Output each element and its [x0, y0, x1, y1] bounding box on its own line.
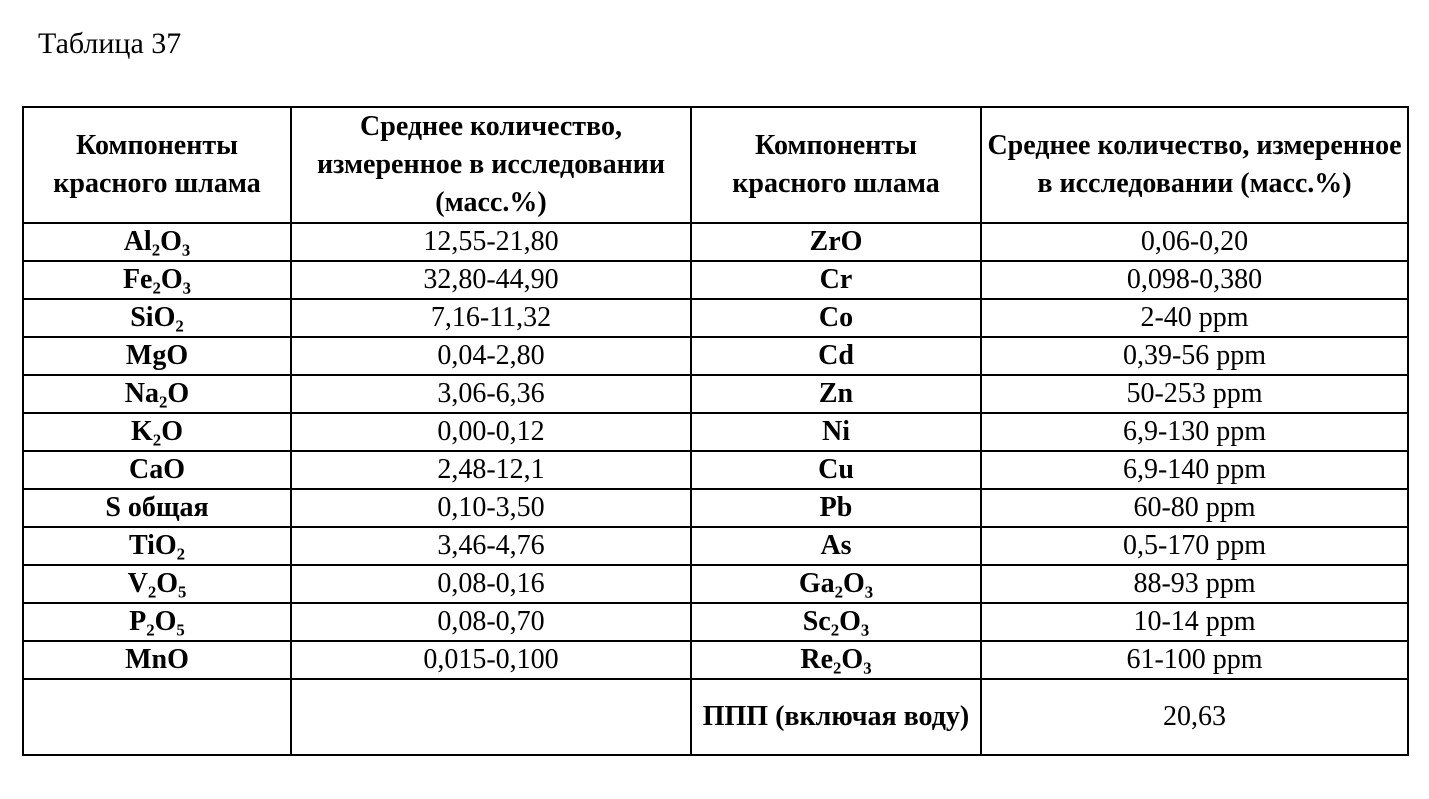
amount-right-cell: 6,9-130 ppm: [981, 413, 1408, 451]
amount-right-cell: 0,06-0,20: [981, 223, 1408, 261]
amount-left-cell: 0,08-0,16: [291, 565, 691, 603]
amount-right-cell: 60-80 ppm: [981, 489, 1408, 527]
header-components-right: Компоненты красного шлама: [691, 107, 981, 223]
table-row: [23, 679, 1408, 755]
amount-left-cell: 0,00-0,12: [291, 413, 691, 451]
amount-left-cell: 0,10-3,50: [291, 489, 691, 527]
amount-right-cell: 0,098-0,380: [981, 261, 1408, 299]
table-body: [23, 223, 1408, 755]
component-right-cell: Cu: [691, 451, 981, 489]
table-row: [23, 565, 1408, 603]
header-amount-left: Среднее количество, измеренное в исследовании (масс.%): [291, 107, 691, 223]
component-right-cell: Ga₂O₃: [691, 565, 981, 603]
component-left-cell: P₂O₅: [23, 603, 291, 641]
table-row: [23, 451, 1408, 489]
component-right-cell: As: [691, 527, 981, 565]
component-left-cell: MnO: [23, 641, 291, 679]
table-row: [23, 489, 1408, 527]
component-right-cell: Co: [691, 299, 981, 337]
component-left-cell: S общая: [23, 489, 291, 527]
header-amount-right: Среднее количество, измеренное в исследовании (масс.%): [981, 107, 1408, 223]
component-left-cell: V₂O₅: [23, 565, 291, 603]
table-row: [23, 299, 1408, 337]
table-row: [23, 527, 1408, 565]
table-row: [23, 223, 1408, 261]
component-right-cell: Zn: [691, 375, 981, 413]
amount-left-cell: 0,08-0,70: [291, 603, 691, 641]
table-row: [23, 337, 1408, 375]
component-left-cell: [23, 679, 291, 755]
amount-right-cell: 50-253 ppm: [981, 375, 1408, 413]
amount-right-cell: 61-100 ppm: [981, 641, 1408, 679]
component-right-cell: ZrO: [691, 223, 981, 261]
header-row: [23, 107, 1408, 223]
amount-right-cell: 6,9-140 ppm: [981, 451, 1408, 489]
amount-left-cell: 3,46-4,76: [291, 527, 691, 565]
amount-left-cell: 0,015-0,100: [291, 641, 691, 679]
header-components-left: Компоненты красного шлама: [23, 107, 291, 223]
component-right-cell: Ni: [691, 413, 981, 451]
amount-right-cell: 20,63: [981, 679, 1408, 755]
component-right-cell: Cd: [691, 337, 981, 375]
amount-right-cell: 10-14 ppm: [981, 603, 1408, 641]
component-left-cell: Fe₂O₃: [23, 261, 291, 299]
amount-left-cell: [291, 679, 691, 755]
component-right-cell: ППП (включая воду): [691, 679, 981, 755]
table-row: [23, 641, 1408, 679]
red-mud-composition-table: [22, 106, 1409, 756]
amount-right-cell: 0,39-56 ppm: [981, 337, 1408, 375]
amount-right-cell: 88-93 ppm: [981, 565, 1408, 603]
component-left-cell: Al₂O₃: [23, 223, 291, 261]
table-caption: Таблица 37: [38, 27, 182, 60]
amount-left-cell: 32,80-44,90: [291, 261, 691, 299]
table-row: [23, 261, 1408, 299]
component-right-cell: Pb: [691, 489, 981, 527]
amount-left-cell: 2,48-12,1: [291, 451, 691, 489]
component-left-cell: K₂O: [23, 413, 291, 451]
amount-left-cell: 3,06-6,36: [291, 375, 691, 413]
amount-right-cell: 0,5-170 ppm: [981, 527, 1408, 565]
table-row: [23, 413, 1408, 451]
amount-left-cell: 7,16-11,32: [291, 299, 691, 337]
component-right-cell: Cr: [691, 261, 981, 299]
component-left-cell: TiO₂: [23, 527, 291, 565]
amount-right-cell: 2-40 ppm: [981, 299, 1408, 337]
table-row: [23, 375, 1408, 413]
component-right-cell: Re₂O₃: [691, 641, 981, 679]
component-left-cell: CaO: [23, 451, 291, 489]
amount-left-cell: 0,04-2,80: [291, 337, 691, 375]
component-left-cell: SiO₂: [23, 299, 291, 337]
amount-left-cell: 12,55-21,80: [291, 223, 691, 261]
table-row: [23, 603, 1408, 641]
component-right-cell: Sc₂O₃: [691, 603, 981, 641]
component-left-cell: MgO: [23, 337, 291, 375]
component-left-cell: Na₂O: [23, 375, 291, 413]
